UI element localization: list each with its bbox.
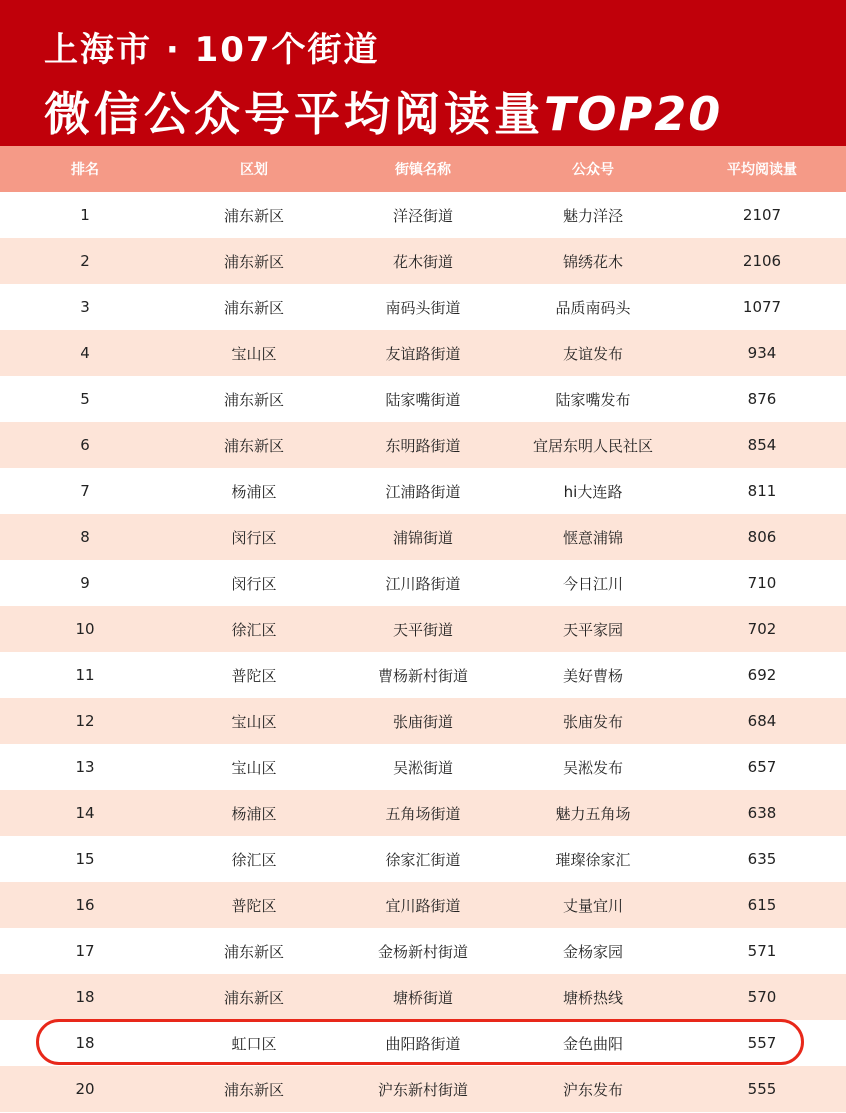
cell-avg-reads: 657 — [747, 758, 777, 776]
cell-street: 曹杨新村街道 — [377, 666, 468, 685]
cell-street: 张庙街道 — [392, 712, 453, 731]
cell-street: 徐家汇街道 — [385, 850, 461, 869]
cell-account: 金杨家园 — [562, 942, 623, 961]
table-row — [0, 330, 846, 376]
cell-avg-reads: 854 — [747, 436, 777, 454]
cell-district: 浦东新区 — [223, 206, 284, 225]
cell-account: 天平家园 — [562, 620, 623, 639]
table-row — [0, 836, 846, 882]
table-row — [0, 1066, 846, 1112]
cell-district: 宝山区 — [231, 344, 277, 363]
cell-district: 普陀区 — [231, 666, 277, 685]
cell-district: 宝山区 — [231, 712, 277, 731]
cell-account: 陆家嘴发布 — [555, 390, 631, 409]
cell-district: 浦东新区 — [223, 988, 284, 1007]
cell-avg-reads: 635 — [747, 850, 777, 868]
cell-district: 徐汇区 — [231, 850, 277, 869]
cell-account: 吴淞发布 — [562, 758, 623, 777]
table-row — [0, 284, 846, 330]
cell-avg-reads: 638 — [747, 804, 777, 822]
cell-avg-reads: 2106 — [742, 252, 782, 270]
cell-avg-reads: 934 — [747, 344, 777, 362]
cell-district: 浦东新区 — [223, 252, 284, 271]
title-banner — [0, 0, 846, 146]
cell-account: 魅力五角场 — [555, 804, 631, 823]
cell-avg-reads: 615 — [747, 896, 777, 914]
table-row — [0, 928, 846, 974]
table-row — [0, 882, 846, 928]
table-row — [0, 790, 846, 836]
cell-account: 品质南码头 — [555, 298, 631, 317]
cell-account: 宜居东明人民社区 — [532, 436, 653, 455]
cell-street: 友谊路街道 — [385, 344, 461, 363]
table-row — [0, 652, 846, 698]
cell-district: 浦东新区 — [223, 1080, 284, 1099]
cell-avg-reads: 570 — [747, 988, 777, 1006]
column-header-district: 区划 — [240, 162, 268, 178]
cell-district: 虹口区 — [231, 1034, 277, 1053]
cell-rank: 2 — [80, 252, 90, 270]
table-row — [0, 514, 846, 560]
table-row — [0, 192, 846, 238]
cell-street: 五角场街道 — [385, 804, 461, 823]
cell-avg-reads: 811 — [747, 482, 777, 500]
cell-rank: 7 — [80, 482, 90, 500]
cell-street: 洋泾街道 — [392, 206, 453, 225]
cell-street: 吴淞街道 — [392, 758, 453, 777]
cell-district: 浦东新区 — [223, 942, 284, 961]
table-row — [0, 698, 846, 744]
table-row — [0, 238, 846, 284]
cell-account: 魅力洋泾 — [562, 206, 623, 225]
table-row — [0, 376, 846, 422]
cell-street: 江川路街道 — [385, 574, 461, 593]
cell-street: 金杨新村街道 — [377, 942, 468, 961]
table-body — [0, 192, 846, 1112]
cell-rank: 20 — [75, 1080, 95, 1098]
cell-account: 今日江川 — [562, 574, 623, 593]
cell-rank: 15 — [75, 850, 95, 868]
cell-rank: 1 — [80, 206, 90, 224]
cell-rank: 14 — [75, 804, 95, 822]
cell-rank: 5 — [80, 390, 90, 408]
cell-rank: 3 — [80, 298, 90, 316]
ranking-table — [0, 146, 846, 1112]
cell-rank: 13 — [75, 758, 95, 776]
cell-account: 惬意浦锦 — [562, 528, 623, 547]
cell-avg-reads: 876 — [747, 390, 777, 408]
cell-rank: 18 — [75, 1034, 95, 1052]
cell-street: 南码头街道 — [385, 298, 461, 317]
table-row — [0, 422, 846, 468]
cell-rank: 9 — [80, 574, 90, 592]
cell-account: 金色曲阳 — [562, 1034, 623, 1053]
cell-street: 塘桥街道 — [392, 988, 453, 1007]
cell-rank: 12 — [75, 712, 95, 730]
cell-account: 锦绣花木 — [562, 252, 623, 271]
table-row — [0, 560, 846, 606]
cell-account: 沪东发布 — [562, 1080, 623, 1099]
title-line-1: 上海市 · 107个街道 — [44, 30, 380, 70]
cell-street: 宜川路街道 — [385, 896, 461, 915]
cell-district: 闵行区 — [231, 528, 277, 547]
cell-street: 东明路街道 — [385, 436, 461, 455]
cell-rank: 8 — [80, 528, 90, 546]
cell-district: 徐汇区 — [231, 620, 277, 639]
cell-street: 江浦路街道 — [385, 482, 461, 501]
title-line-2-latin: TOP20 — [544, 87, 723, 141]
cell-avg-reads: 1077 — [742, 298, 782, 316]
table-row — [0, 468, 846, 514]
table-row — [0, 744, 846, 790]
cell-rank: 16 — [75, 896, 95, 914]
table-row — [0, 1020, 846, 1066]
cell-avg-reads: 684 — [747, 712, 777, 730]
cell-rank: 6 — [80, 436, 90, 454]
cell-account: 璀璨徐家汇 — [555, 850, 631, 869]
cell-district: 普陀区 — [231, 896, 277, 915]
table-row — [0, 974, 846, 1020]
cell-account: 友谊发布 — [562, 344, 623, 363]
cell-avg-reads: 710 — [747, 574, 777, 592]
cell-street: 浦锦街道 — [392, 528, 453, 547]
cell-street: 天平街道 — [392, 620, 453, 639]
cell-district: 杨浦区 — [231, 804, 277, 823]
cell-avg-reads: 702 — [747, 620, 777, 638]
title-line-2 — [44, 78, 722, 144]
cell-street: 陆家嘴街道 — [385, 390, 461, 409]
cell-account: 美好曹杨 — [562, 666, 623, 685]
cell-district: 闵行区 — [231, 574, 277, 593]
column-header-rank: 排名 — [71, 162, 99, 178]
cell-rank: 18 — [75, 988, 95, 1006]
cell-street: 沪东新村街道 — [377, 1080, 468, 1099]
cell-rank: 17 — [75, 942, 95, 960]
cell-avg-reads: 557 — [747, 1034, 777, 1052]
cell-rank: 4 — [80, 344, 90, 362]
cell-account: 张庙发布 — [562, 712, 623, 731]
cell-street: 花木街道 — [392, 252, 453, 271]
cell-rank: 10 — [75, 620, 95, 638]
cell-district: 宝山区 — [231, 758, 277, 777]
column-header-avg-reads: 平均阅读量 — [727, 162, 797, 178]
cell-account: 丈量宜川 — [562, 896, 623, 915]
title-line-2-cjk: 微信公众号平均阅读量 — [44, 87, 544, 141]
cell-district: 浦东新区 — [223, 390, 284, 409]
cell-avg-reads: 806 — [747, 528, 777, 546]
column-header-account: 公众号 — [572, 162, 614, 178]
cell-avg-reads: 2107 — [742, 206, 782, 224]
cell-avg-reads: 555 — [747, 1080, 777, 1098]
cell-rank: 11 — [75, 666, 95, 684]
cell-account: 塘桥热线 — [562, 988, 623, 1007]
cell-street: 曲阳路街道 — [385, 1034, 461, 1053]
table-header-row — [0, 146, 846, 192]
table-row — [0, 606, 846, 652]
cell-district: 杨浦区 — [231, 482, 277, 501]
cell-avg-reads: 571 — [747, 942, 777, 960]
cell-avg-reads: 692 — [747, 666, 777, 684]
column-header-street: 街镇名称 — [395, 162, 451, 178]
cell-district: 浦东新区 — [223, 298, 284, 317]
cell-district: 浦东新区 — [223, 436, 284, 455]
cell-account: hi大连路 — [563, 482, 623, 501]
